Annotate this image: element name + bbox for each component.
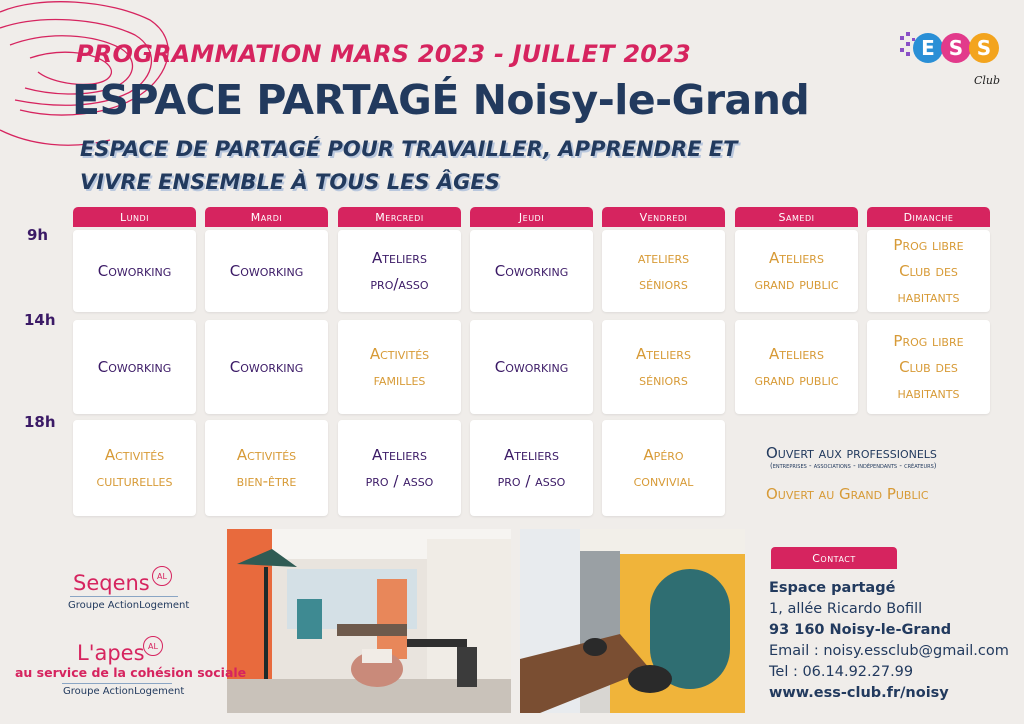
schedule-cell [867,230,990,312]
schedule-cell-line: Ateliers [769,249,824,267]
contact-street: 1, allée Ricardo Bofill [769,601,923,617]
schedule-cell-line: culturelles [96,472,173,490]
schedule-cell-line: pro / asso [497,472,566,490]
contact-name: Espace partagé [769,580,896,596]
schedule-cell-line: Prog libre [893,332,964,350]
schedule-cell-line: habitants [897,384,960,402]
schedule-cell-line: Coworking [494,262,569,280]
schedule-cell [205,230,328,312]
apes-badge: AL [143,636,163,656]
schedule-cell-line: Club des [899,262,958,280]
schedule-cell-line: Coworking [494,358,569,376]
open-professionals: Ouvert aux professionels [766,444,937,462]
schedule-cell-line: pro / asso [365,472,434,490]
schedule-cell-line: Coworking [97,358,172,376]
hour-label-18: 18h [24,413,56,431]
hour-label-9: 9h [27,226,49,244]
contact-city: 93 160 Noisy-le-Grand [769,622,952,638]
schedule-cell-line: séniors [639,371,688,389]
schedule-cell [205,420,328,516]
ess-club-word: Club [974,74,1001,87]
schedule-cell-line: Ateliers [636,345,691,363]
schedule-cell [470,420,593,516]
schedule-cell-line: Prog libre [893,236,964,254]
ess-letter-3: S [976,36,992,60]
schedule-cell-line: habitants [897,288,960,306]
seqens-badge: AL [152,566,172,586]
schedule-cell [602,320,725,414]
schedule-cell-line: grand public [754,371,839,389]
contact-phone[interactable]: Tel : 06.14.92.27.99 [769,664,914,680]
schedule-cell-line: Activités [104,446,165,464]
schedule-cell-line: convivial [633,472,694,490]
ess-letter-2: S [948,36,964,60]
schedule-cell-line: Ateliers [372,446,427,464]
seqens-logo: Seqens [73,571,150,595]
program-period: PROGRAMMATION MARS 2023 - JUILLET 2023 [76,40,691,68]
apes-group: Groupe ActionLogement [63,686,185,697]
schedule-cell-line: séniors [639,275,688,293]
schedule-cell [735,320,858,414]
ess-letter-1: E [921,36,935,60]
schedule-cell [205,320,328,414]
schedule-cell [73,230,196,312]
contact-email[interactable]: Email : noisy.essclub@gmail.com [769,643,1009,659]
subtitle-line-2: VIVRE ENSEMBLE À TOUS LES ÂGES [80,170,500,194]
schedule-cell-line: bien-être [236,472,297,490]
schedule-cell [867,320,990,414]
schedule-cell-line: Ateliers [372,249,427,267]
day-header-dimanche: Dimanche [867,207,990,227]
day-header-jeudi: Jeudi [470,207,593,227]
seqens-divider [70,596,178,597]
photo-coworking-space [227,529,511,713]
hour-label-14: 14h [24,311,56,329]
schedule-cell-line: familles [373,371,426,389]
open-public: Ouvert au Grand Public [766,485,929,503]
open-professionals-detail: (entreprises - associations - indépendants - créateurs) [770,462,937,470]
day-header-lundi: Lundi [73,207,196,227]
page-title: ESPACE PARTAGÉ Noisy-le-Grand [72,76,810,124]
schedule-cell [602,420,725,516]
day-header-samedi: Samedi [735,207,858,227]
day-header-mardi: Mardi [205,207,328,227]
schedule-cell-line: Activités [236,446,297,464]
schedule-cell [73,320,196,414]
schedule-cell [73,420,196,516]
ess-club-logo [898,28,1008,92]
apes-logo: L'apes [77,641,145,665]
schedule-cell [602,230,725,312]
schedule-cell-line: ateliers [637,249,690,267]
schedule-cell [470,230,593,312]
photo-meeting-room [520,529,745,713]
seqens-group: Groupe ActionLogement [68,600,190,611]
contact-tab: Contact [771,547,897,569]
schedule-cell-line: grand public [754,275,839,293]
contact-website[interactable]: www.ess-club.fr/noisy [769,685,949,701]
schedule-cell [338,320,461,414]
schedule-cell [338,230,461,312]
schedule-cell-line: Coworking [229,358,304,376]
schedule-cell [338,420,461,516]
schedule-cell-line: Coworking [97,262,172,280]
subtitle-line-1: ESPACE DE PARTAGÉ POUR TRAVAILLER, APPRENDRE ET [80,137,738,161]
schedule-cell [470,320,593,414]
schedule-cell-line: Ateliers [769,345,824,363]
day-header-vendredi: Vendredi [602,207,725,227]
schedule-cell-line: Activités [369,345,430,363]
schedule-cell-line: Apéro [643,446,684,464]
schedule-cell-line: Club des [899,358,958,376]
schedule-cell-line: Ateliers [504,446,559,464]
apes-tagline: au service de la cohésion sociale [15,665,247,680]
schedule-cell [735,230,858,312]
apes-divider [62,683,172,684]
schedule-cell-line: Coworking [229,262,304,280]
day-header-mercredi: Mercredi [338,207,461,227]
schedule-cell-line: pro/asso [370,275,429,293]
